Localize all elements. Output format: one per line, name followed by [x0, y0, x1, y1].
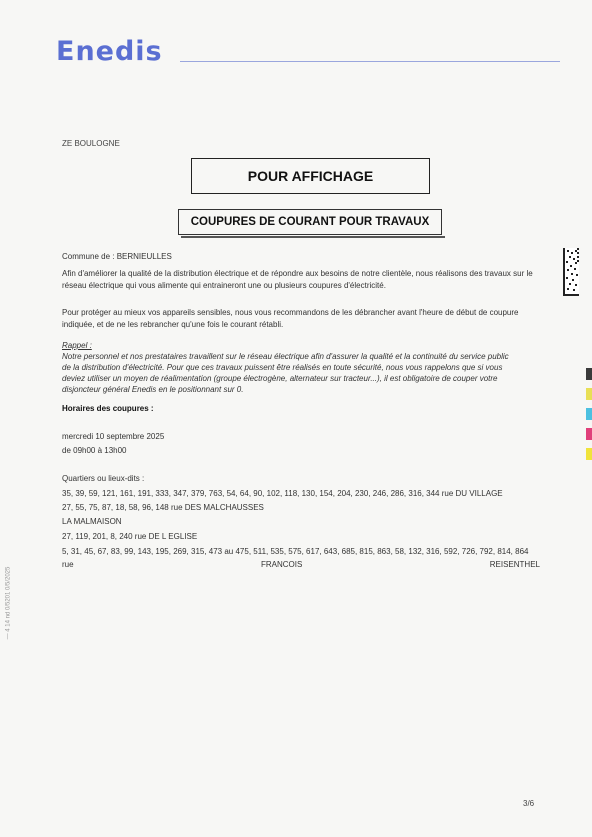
street-part: FRANCOIS [260, 560, 303, 569]
datamatrix-code [563, 248, 579, 296]
location-line-street [62, 560, 540, 569]
page-title: POUR AFFICHAGE [247, 168, 374, 184]
location-line: 5, 31, 45, 67, 83, 99, 143, 195, 269, 315, 473 au 475, 511, 535, 575, 617, 643, 685, 815, 863, 58, 132, 316, 592, 726, 792, 814, 864 [62, 547, 529, 556]
title-box [191, 158, 430, 194]
locations-heading: Quartiers ou lieux-dits : [62, 474, 145, 483]
page-number: 3/6 [523, 799, 535, 808]
commune-line: Commune de : BERNIEULLES [62, 252, 172, 261]
enedis-logo: Enedis [56, 36, 163, 67]
subtitle-box [178, 209, 442, 235]
location-line: 27, 55, 75, 87, 18, 58, 96, 148 rue DES MALCHAUSSES [62, 503, 264, 512]
agency-name: ZE BOULOGNE [62, 139, 120, 148]
schedule-time: de 09h00 à 13h00 [62, 446, 127, 455]
reminder-line: Notre personnel et nos prestataires travaillent sur le réseau électrique afin d'assurer la qualité et la continuité du service public [62, 352, 509, 361]
street-part: REISENTHEL [489, 560, 540, 569]
schedule-date: mercredi 10 septembre 2025 [62, 432, 165, 441]
color-swatch [586, 408, 592, 420]
intro-paragraph: Afin d'améliorer la qualité de la distribution électrique et de répondre aux besoins de notre clientèle, nous réalisons des travaux sur le réseau électrique qui vous alimente qui entraineront une ou plusieurs coupures d'électricité. [62, 269, 533, 290]
street-prefix: rue [62, 560, 74, 569]
location-line: 35, 39, 59, 121, 161, 191, 333, 347, 379, 763, 54, 64, 90, 102, 118, 130, 154, 204, 230, 246, 286, 316, 344 rue DU VILLAGE [62, 489, 503, 498]
reminder-line: de la distribution d'électricité. Pour que ces travaux puissent être réalisés en toute sécurité, nous vous rappelons que si vous [62, 363, 503, 372]
page-subtitle: COUPURES DE COURANT POUR TRAVAUX [190, 216, 430, 228]
color-swatch [586, 448, 592, 460]
reminder-line: deviez utiliser un moyen de réalimentation (groupe électrogène, alternateur sur tracteur...), il est obligatoire de couper votre [62, 374, 498, 383]
header-rule [180, 61, 560, 62]
margin-print-note: — 4 14 nd 0/5201 0/5/2025 [5, 566, 12, 640]
location-line: 27, 119, 201, 8, 240 rue DE L EGLISE [62, 532, 198, 541]
color-swatch [586, 428, 592, 440]
color-swatch [586, 368, 592, 380]
schedule-heading: Horaires des coupures : [62, 404, 154, 413]
color-swatch [586, 388, 592, 400]
reminder-label: Rappel : [62, 341, 92, 350]
location-line: LA MALMAISON [62, 517, 122, 526]
protect-paragraph: Pour protéger au mieux vos appareils sensibles, nous vous recommandons de les débrancher avant l'heure de début de coupure indiquée, et de ne les rebrancher qu'une fois le courant rétabli. [62, 308, 519, 329]
reminder-line: disjoncteur général Enedis en le positionnant sur 0. [62, 385, 244, 394]
